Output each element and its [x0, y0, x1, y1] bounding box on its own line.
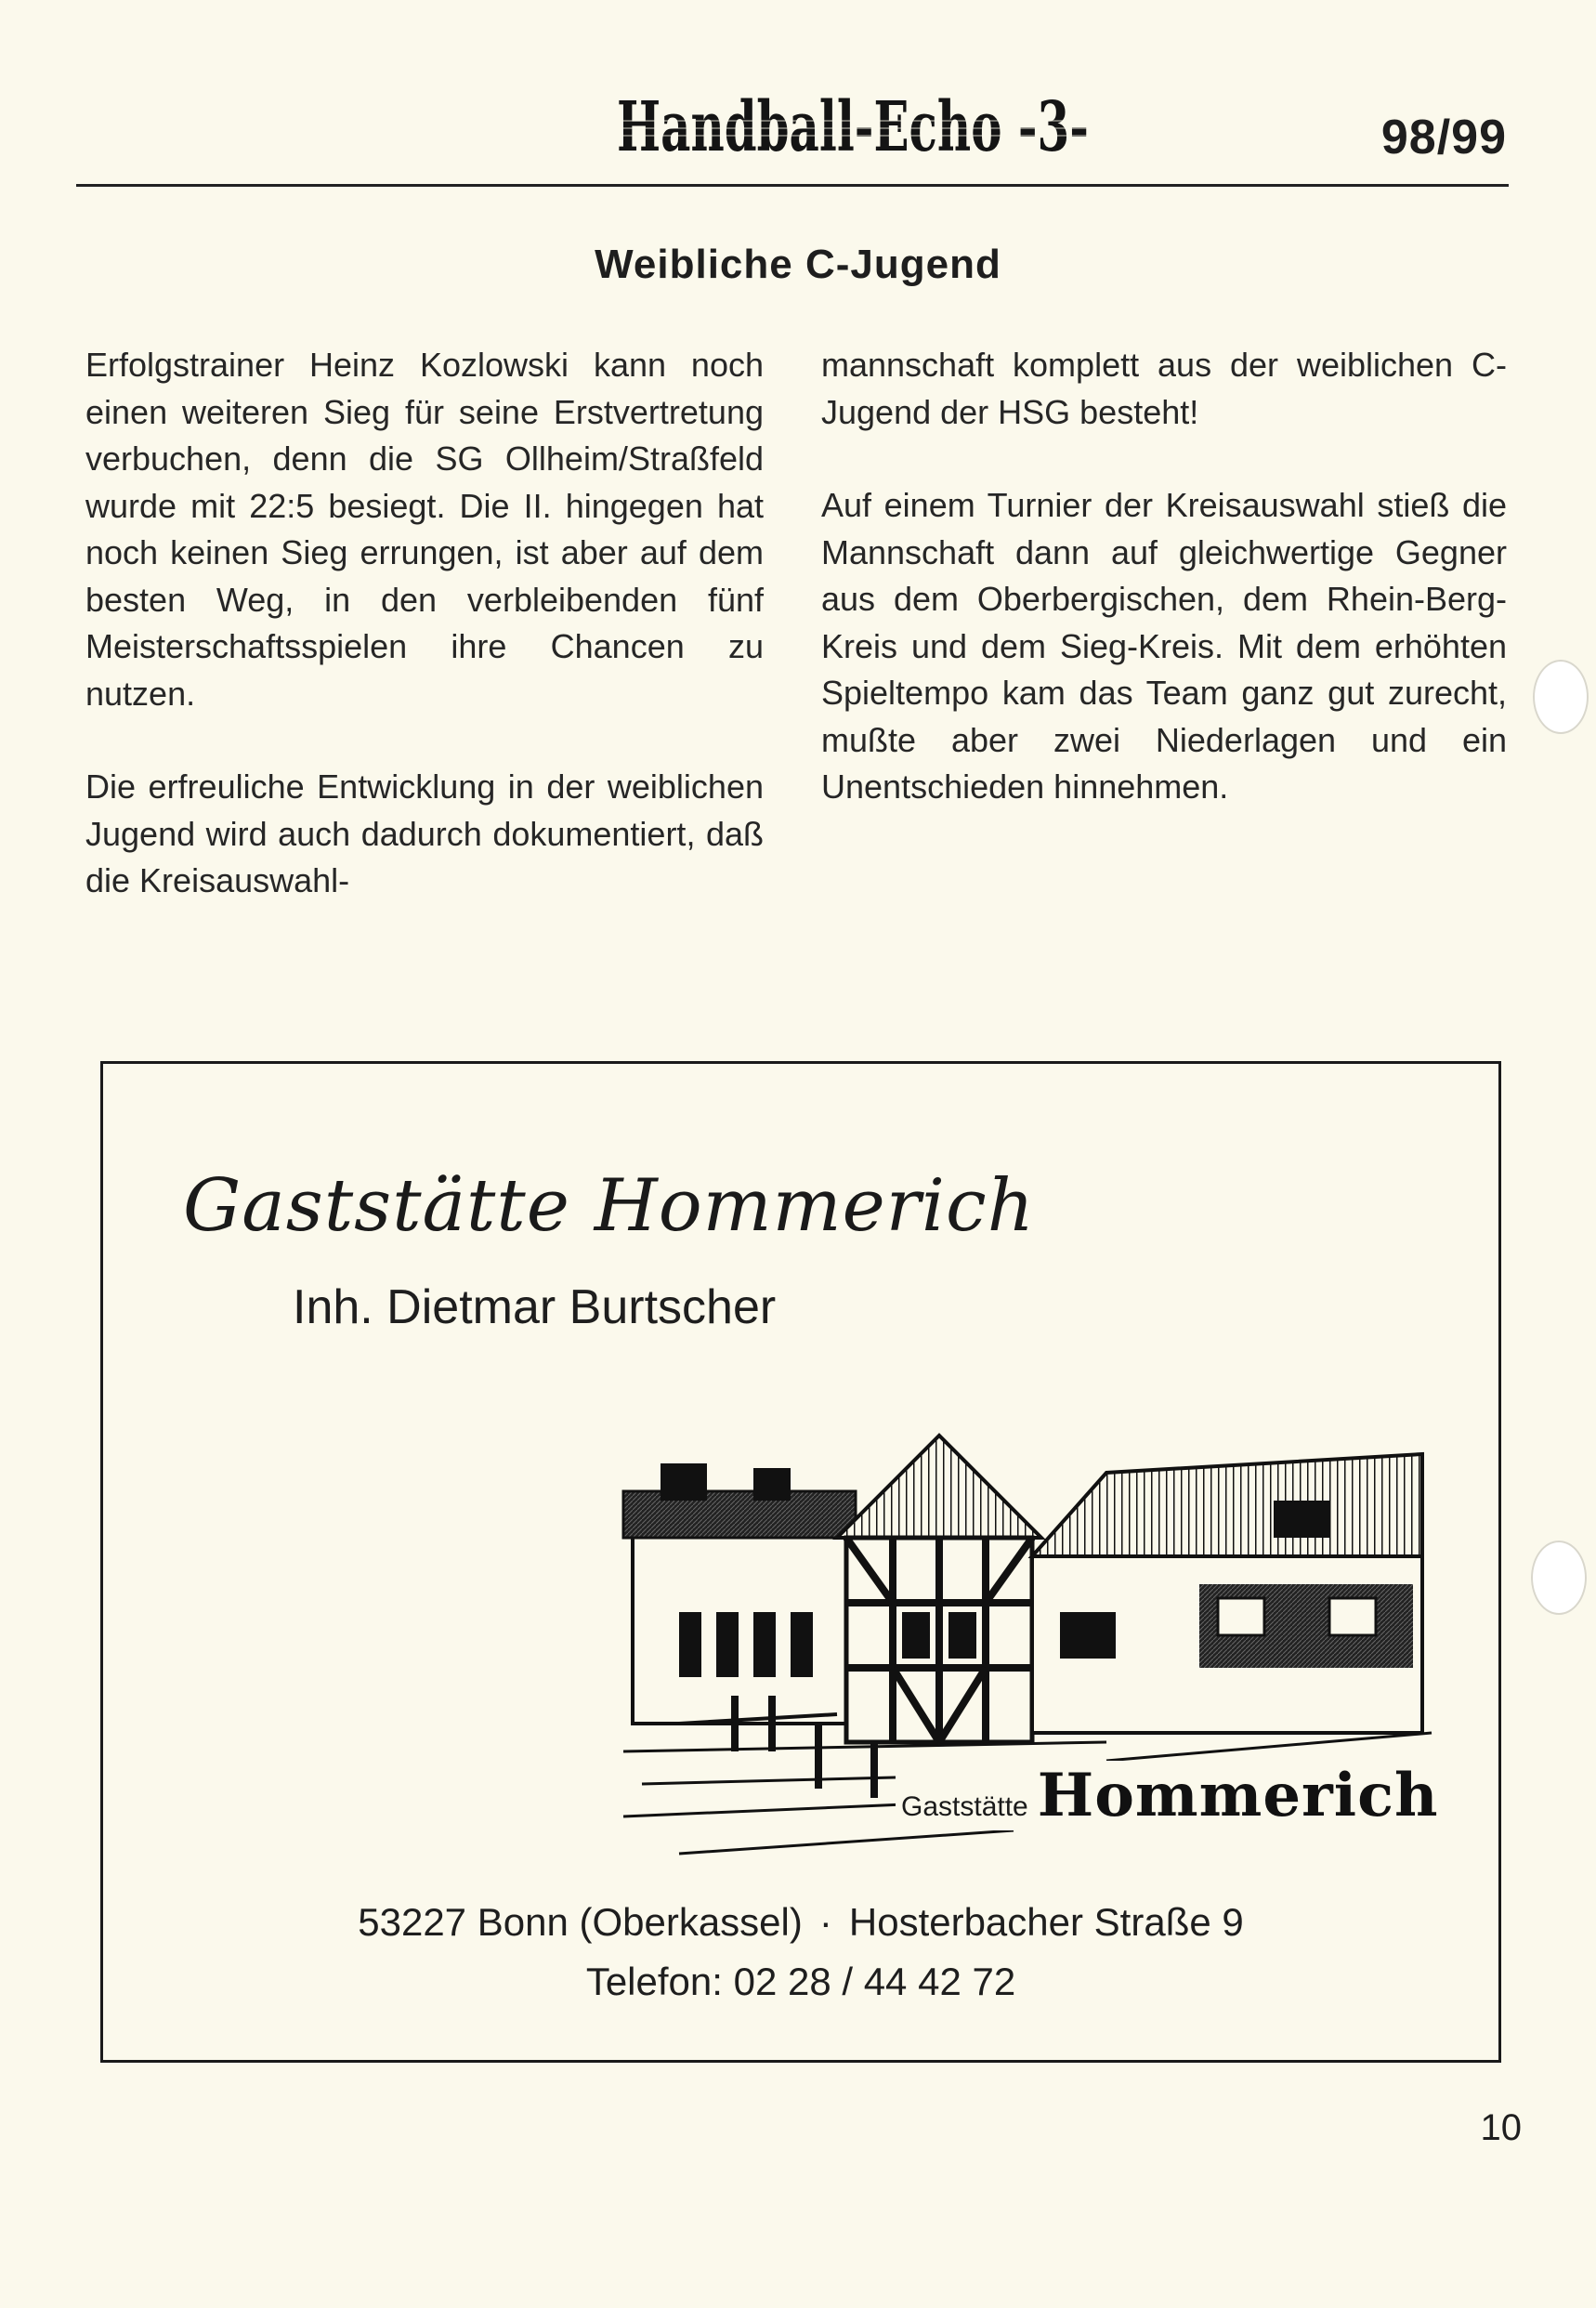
masthead-logo [613, 72, 1096, 175]
article-column-right [821, 342, 1507, 811]
ad-address-street: Hosterbacher Straße 9 [848, 1900, 1244, 1944]
ad-address-city: 53227 Bonn (Oberkassel) [358, 1900, 803, 1944]
ad-sign-lettering [896, 1761, 1445, 1830]
ad-sign-big: Hommerich [1037, 1761, 1439, 1830]
header-divider [76, 184, 1509, 187]
ad-business-name: Gaststätte Hommerich [183, 1164, 1035, 1248]
article-paragraph: Die erfreuliche Entwicklung in der weiblichen Jugend wird auch dadurch dokumentiert, daß die Kreisauswahl- [85, 767, 764, 899]
punch-hole [1531, 1541, 1587, 1615]
article-paragraph: mannschaft komplett aus der weiblichen C-Jugend der HSG besteht! [821, 346, 1507, 431]
ad-phone: Telefon: 02 28 / 44 42 72 [585, 1960, 1016, 2003]
svg-text:Handball-Echo -3-: Handball-Echo -3- [617, 87, 1089, 167]
article-column-left [85, 342, 764, 905]
ad-address-separator: · [818, 1900, 832, 1944]
page-number: 10 [1480, 2107, 1522, 2148]
ad-owner: Inh. Dietmar Burtscher [293, 1280, 777, 1334]
article-paragraph: Auf einem Turnier der Kreisauswahl stieß die Mannschaft dann auf gleichwertige Gegner aus dem Oberbergischen, dem Rhein-Berg-Kreis und dem Sieg-Kreis. Mit dem erhöhten Spieltempo kam das Team ganz gut zurecht, mußte aber zwei Niederlagen und ein Unentschieden hinnehmen. [821, 486, 1507, 806]
ad-sign-small: Gaststätte [901, 1791, 1028, 1822]
season-label: 98/99 [1380, 111, 1507, 164]
ad-address [103, 1900, 1498, 1945]
article-paragraph: Erfolgstrainer Heinz Kozlowski kann noch einen weiteren Sieg für seine Erstvertretung verbuchen, denn die SG Ollheim/Straßfeld wurde mit 22:5 besiegt. Die II. hingegen hat noch keinen Sieg errungen, ist aber auf dem besten Weg, in den verbleibenden fünf Meisterschaftsspielen ihre Chancen zu nutzen. [85, 346, 764, 713]
punch-hole [1533, 660, 1589, 734]
section-title: Weibliche C-Jugend [595, 242, 1001, 287]
advertisement-box [100, 1061, 1501, 2063]
